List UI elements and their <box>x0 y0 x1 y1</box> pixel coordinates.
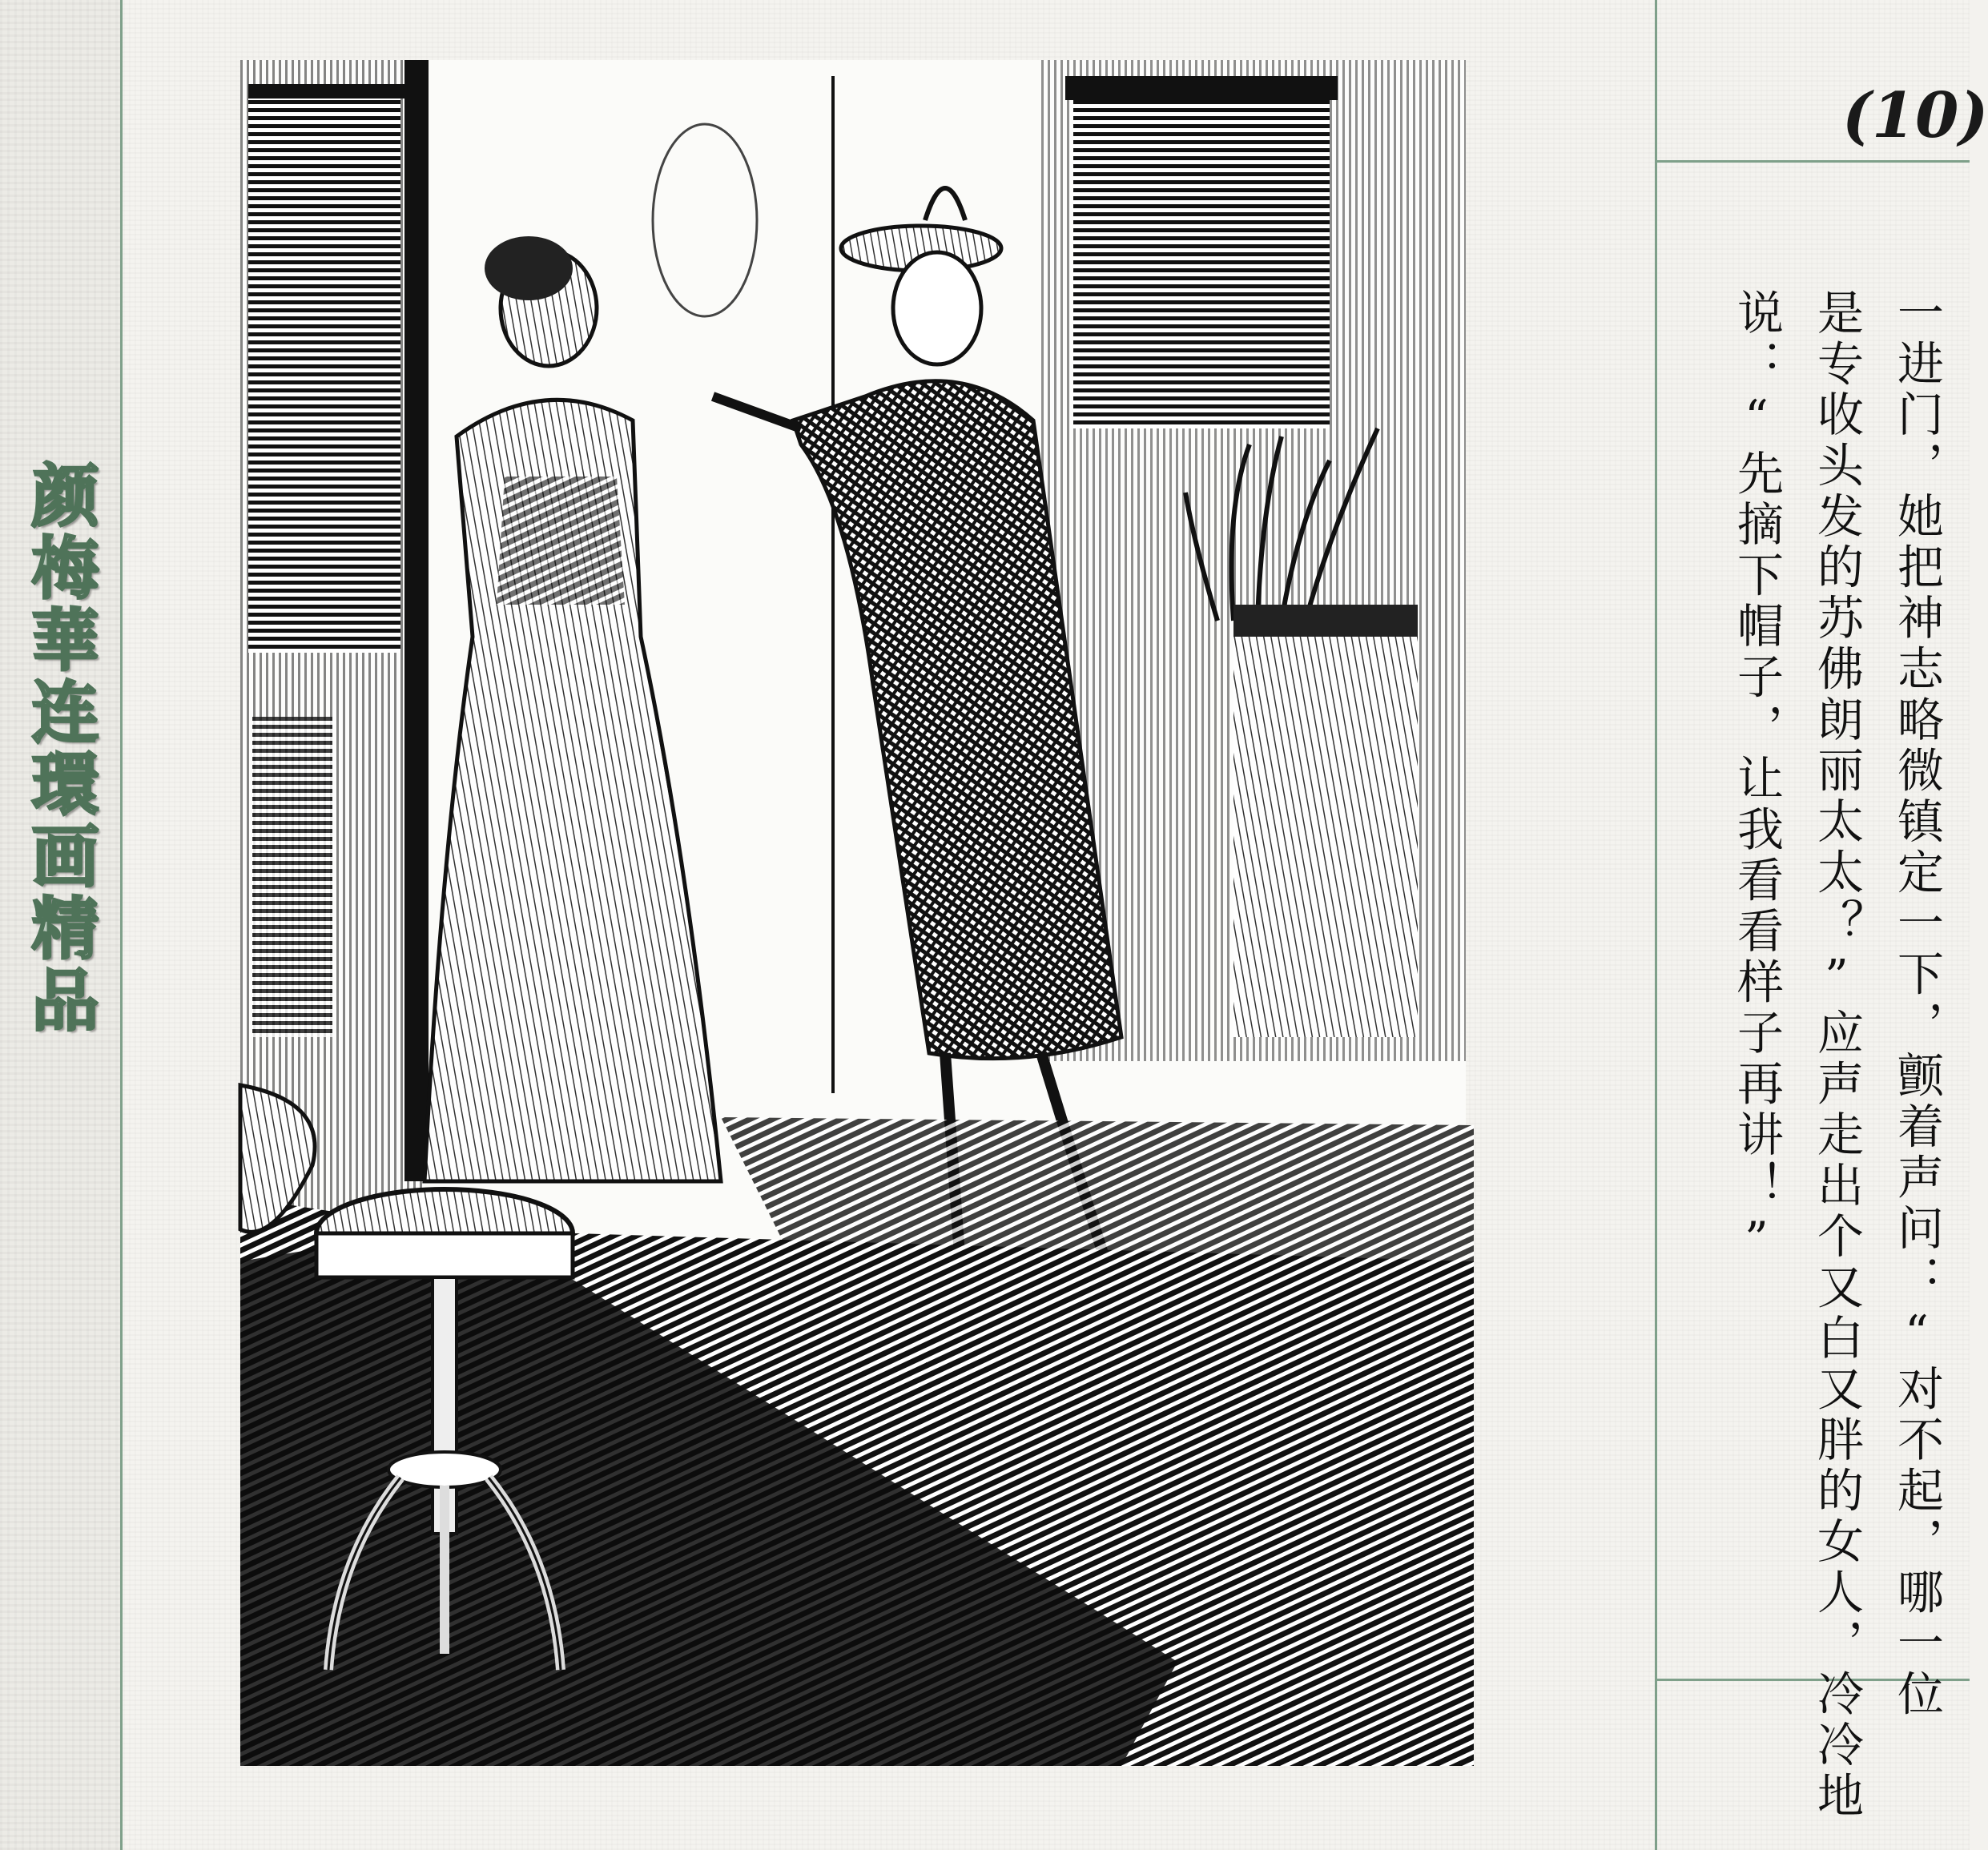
ink-drawing <box>240 60 1466 1766</box>
caption-line-2: 是专收头发的苏佛朗丽太太？”应声走出个又白又胖的女人，冷冷地 <box>1809 288 1864 1822</box>
caption-line-3: 说：“先摘下帽子，让我看看样子再讲！” <box>1729 288 1784 1271</box>
page-number: (10) <box>1842 79 1988 152</box>
caption-top-rule <box>1655 160 1970 163</box>
left-shutter <box>248 92 400 653</box>
right-shutter <box>1073 92 1330 428</box>
caption-line-1: 一进门，她把神志略微镇定一下，颤着声问：“对不起，哪一位 <box>1889 288 1944 1720</box>
illustration-panel <box>240 60 1466 1766</box>
spine-divider-line <box>120 0 123 1850</box>
series-title: 颜梅華连環画精品 <box>21 460 100 1037</box>
caption-divider-line <box>1655 0 1657 1850</box>
